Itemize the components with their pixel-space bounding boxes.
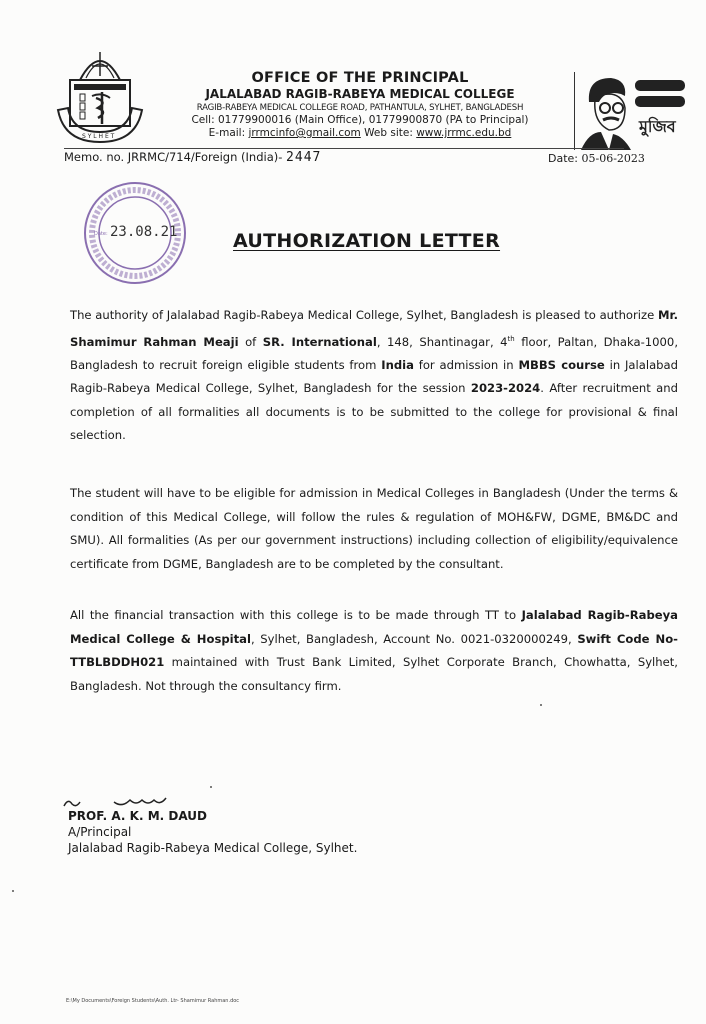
paragraph-eligibility: The student will have to be eligible for admission in Medical Colleges in Bangladesh (Under the terms & condition of this Medical College, will follow the rules & regulation of MOH&FW, DGME, BM&DC and SMU). All formalities (As per our government instructions) including collection of eligibility/equivalence certificate from DGME, Bangladesh are to be completed by the consultant. (70, 486, 678, 571)
date-label: Date: (548, 152, 578, 165)
web-label: Web site: (364, 127, 413, 139)
memo-number (64, 150, 321, 165)
signatory-institution: Jalalabad Ragib-Rabeya Medical College, Sylhet. (68, 841, 358, 855)
college-name: JALALABAD RAGIB-RABEYA MEDICAL COLLEGE (205, 87, 515, 101)
svg-text:মুজিব: মুজিব (639, 117, 676, 136)
signatory-designation: A/Principal (68, 825, 132, 839)
signatory-name: PROF. A. K. M. DAUD (68, 809, 207, 823)
website-link[interactable]: www.jrrmc.edu.bd (416, 127, 512, 139)
signature-scribble-icon (112, 790, 212, 810)
signatory-block (68, 808, 357, 856)
college-address: RAGIB-RABEYA MEDICAL COLLEGE ROAD, PATHANTULA, SYLHET, BANGLADESH (196, 103, 524, 113)
speck (12, 890, 14, 892)
memo-handwritten-number: 2447 (286, 150, 322, 165)
header-divider (64, 148, 624, 149)
page-title: AUTHORIZATION LETTER (233, 230, 501, 252)
office-title: OFFICE OF THE PRINCIPAL (251, 70, 469, 86)
contact-phones: Cell: 01779900016 (Main Office), 01779900870 (PA to Principal) (191, 114, 529, 126)
speck (210, 786, 212, 788)
file-path-footer: E:\My Documents\Foreign Students\Auth. Ltr- Shamimur Rahman.doc (66, 998, 240, 1004)
contact-email-web (150, 127, 570, 140)
paragraph-financial: All the financial transaction with this college is to be made through TT to Jalalabad Ragib-Rabeya Medical College & Hospital, Sylhet, Bangladesh, Account No. 0021-0320000249, Swift Code No- TTBLBDDH021 maintained with Trust Bank Limited, Sylhet Corporate Branch, Chowhatta, Sylhet, Bangladesh. Not through the consultancy firm. (70, 608, 679, 693)
memo-prefix: Memo. no. JRRMC/714/Foreign (India)- (64, 150, 283, 164)
date-value: 05-06-2023 (581, 152, 645, 165)
speck (540, 704, 542, 706)
college-crest-icon (56, 42, 144, 148)
svg-text:S Y L H E T: S Y L H E T (82, 133, 115, 140)
letter-date (548, 152, 645, 165)
mujib-portrait-icon (574, 72, 703, 150)
email-link[interactable]: jrrmcinfo@gmail.com (248, 127, 361, 139)
svg-text:23.08.21: 23.08.21 (110, 224, 178, 240)
letterhead (150, 70, 570, 140)
svg-text:Date:: Date: (94, 231, 108, 237)
email-label: E-mail: (208, 127, 246, 139)
paragraph-authorization: The authority of Jalalabad Ragib-Rabeya Medical College, Sylhet, Bangladesh is pleased to authorize Mr. Shamimur Rahman Meaji of SR. International, 148, Shantinagar, 4th floor, Paltan, Dhaka-1000, Bangladesh to recruit foreign eligible students from India for admission in MBBS course in Jalalabad Ragib-Rabeya Medical College, Sylhet, Bangladesh for the session 2023-2024. After recruitment and completion of all formalities all documents is to be submitted to the college for provisional & final selection. (70, 308, 678, 443)
college-seal-stamp (80, 180, 190, 286)
